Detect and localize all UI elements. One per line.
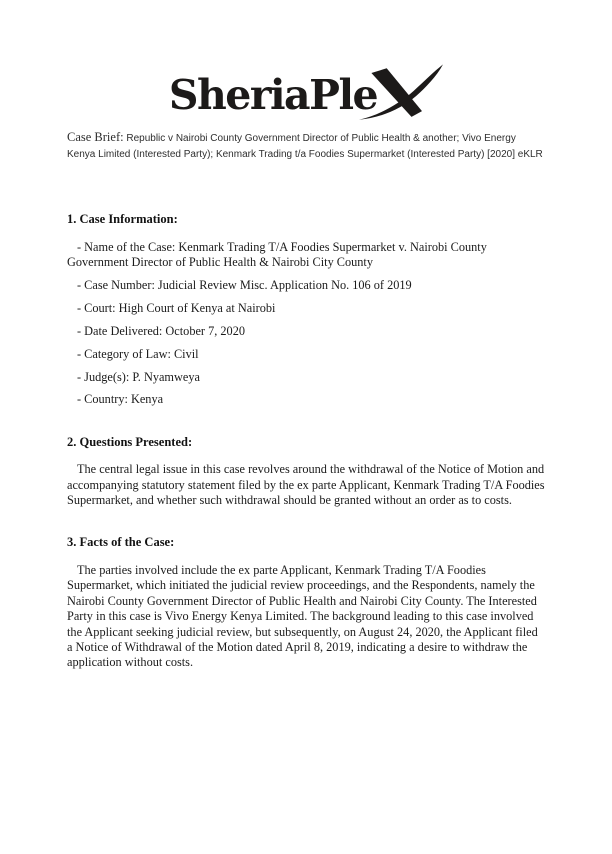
case-info-item-country: - Country: Kenya (77, 392, 164, 407)
case-brief-label: Case Brief: (67, 130, 124, 144)
questions-presented-section (67, 435, 545, 509)
questions-presented-paragraph: The central legal issue in this case revolves around the withdrawal of the Notice of Motion and accompanying statutory statement filed by the ex parte Applicant, Kenmark Trading T/A Foodies Supermarket, and whether such withdrawal should be granted without an order as to costs. (67, 462, 545, 508)
stylized-x-icon (359, 64, 443, 124)
facts-of-the-case-paragraph: The parties involved include the ex parte Applicant, Kenmark Trading T/A Foodies Supermarket, which initiated the judicial review proceedings, and the Respondents, namely the Nairobi County Government Director of Public Health and Nairobi City County. The Interested Party in this case is Vivo Energy Kenya Limited. The background leading to this case involved the Applicant seeking judicial review, but subsequently, on August 24, 2020, the Applicant filed a Notice of Withdrawal of the Motion dated April 8, 2019, indicating a desire to withdraw the application without costs. (67, 562, 538, 670)
section-heading-questions-presented: 2. Questions Presented: (67, 434, 193, 449)
section-heading-facts-of-the-case: 3. Facts of the Case: (67, 535, 175, 550)
case-info-item-name: - Name of the Case: Kenmark Trading T/A Foodies Supermarket v. Nairobi County Government Director of Public Health & Nairobi City County (67, 239, 487, 269)
facts-of-the-case-section (67, 535, 545, 670)
case-brief-title: Republic v Nairobi County Government Director of Public Health & another; Vivo Energy Kenya Limited (Interested Party); Kenmark Trading t/a Foodies Supermarket (Interested Party) [2020] eKLR (67, 133, 543, 160)
document-page (0, 62, 612, 854)
case-info-item-judges: - Judge(s): P. Nyamweya (77, 369, 200, 384)
case-information-section (67, 212, 545, 408)
sheriaplex-logo (67, 62, 545, 120)
sheriaplex-wordmark: SheriaPle (168, 71, 378, 119)
case-info-item-category: - Category of Law: Civil (77, 346, 199, 361)
section-heading-case-information: 1. Case Information: (67, 212, 178, 227)
case-info-item-case-number: - Case Number: Judicial Review Misc. Application No. 106 of 2019 (77, 277, 412, 292)
case-info-item-court: - Court: High Court of Kenya at Nairobi (77, 300, 276, 315)
case-brief-header (67, 130, 545, 162)
case-info-item-date-delivered: - Date Delivered: October 7, 2020 (77, 323, 245, 338)
